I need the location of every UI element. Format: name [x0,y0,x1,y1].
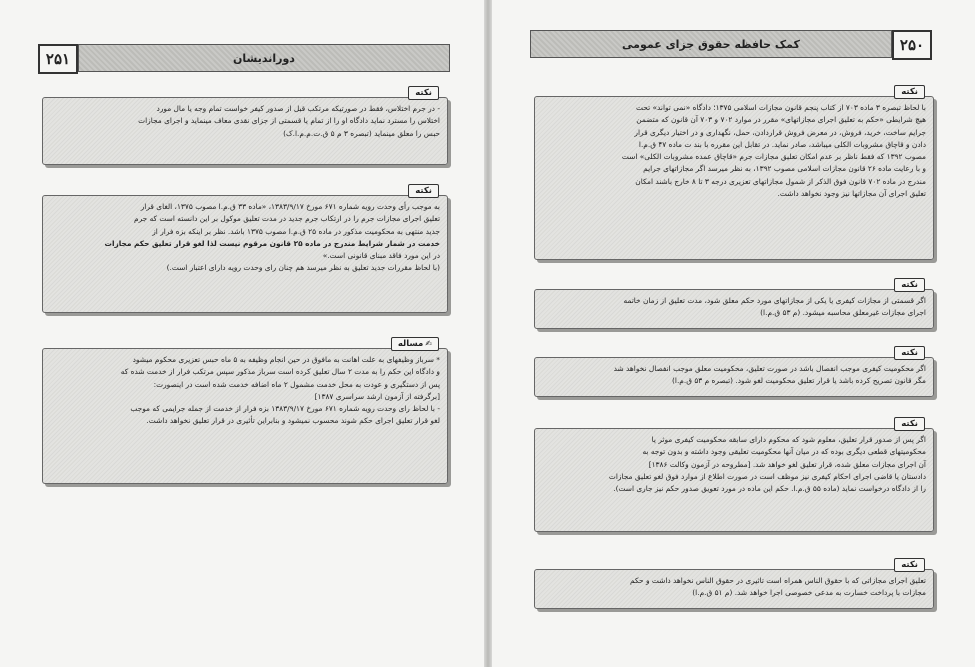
header-title: دوراندیشان [233,51,295,65]
text-line: آن اجرای مجازات معلق شده، قرار تعلیق لغو خواهد شد. [مطروحه در آزمون وکالت ۱۳۸۶] [648,459,926,469]
book-gutter [484,0,492,667]
text-line: در این مورد فاقد مبنای قانونی است.» [322,251,440,261]
text-line: و با رعایت ماده ۲۶ قانون مجازات اسلامی مصوب ۱۳۹۲، به نظر میرسد اگر مجازاتهای جرایم [643,164,926,174]
text-line: اگر پس از صدور قرار تعلیق، معلوم شود که محکوم دارای سابقه محکومیت کیفری موثر یا [651,435,926,444]
text-line: با لحاظ تبصره ۳ ماده ۷۰۳ از کتاب پنجم قانون مجازات اسلامی ۱۳۷۵؛ دادگاه «نمی تواند» تحت [636,103,926,112]
note-box [534,280,934,329]
left-page [0,0,484,667]
text-line: مندرج در ماده ۷۰۲ قانون فوق الذکر از شمول مجازاتهای تعزیری درجه ۳ تا ۸ خارج باشند امکان [635,176,926,186]
page-number: ۲۵۰ [892,30,932,60]
text-line: مصوب ۱۳۹۲ که فقط ناظر بر عدم امکان تعلیق مجازات جرم «قاچاق عمده مشروبات الکلی» است [621,152,926,162]
text-line: خدمت در شمار شرایط مندرج در ماده ۲۵ قانون مرقوم نیست لذا لغو قرار تعلیق حکم مجازات [104,238,440,248]
text-line: دادن و قاچاق مشروبات الکلی میباشد، صادر نماید. در تقابل این مقرره با بند ت ماده ۴۷ ق.م.ا [638,139,926,149]
note-tag: نکته [894,417,925,431]
text-line: تعلیق اجرای مجازاتی که با حقوق الناس همراه است تاثیری در حقوق الناس نخواهد داشت و حکم [630,576,926,585]
text-line: - با لحاظ رای وحدت رویه شماره ۶۷۱ مورخ ۱۳۸۳/۹/۱۷ بزه فرار از خدمت از جمله جرایمی که موجب [130,404,440,414]
text-line: را از دادگاه درخواست نماید (ماده ۵۵ ق.م.ا. حکم این ماده در مورد تعویق صدور حکم نیز جاری است). [613,484,926,494]
note-box [534,560,934,609]
problem-tag: ✍مساله [391,337,439,351]
text-line: (با لحاظ مقررات جدید تعلیق به نظر میرسد هم چنان رای وحدت رویه دارای اعتبار است.) [166,263,440,273]
text-line: - در جرم اختلاس، فقط در صورتیکه مرتکب قبل از صدور کیفر خواست تمام وجه یا مال مورد [156,104,440,113]
header-title: کمک حافظه حقوق جزای عمومی [622,37,800,51]
text-line: پس از دستگیری و عودت به محل خدمت مشمول ۲ ماه اضافه خدمت شده است در اینصورت: [153,379,440,389]
text-line: جرایم ساخت، خرید، فروش، در معرض فروش قراردادن، حمل، نگهداری و در اختیار دیگری قرار [634,127,926,137]
page-header [78,44,450,72]
text-line: محکومیتهای قطعی دیگری بوده که در میان آنها محکومیت تعلیقی وجود داشته و بدون توجه به [642,447,926,457]
text-line: اختلاس را مسترد نماید دادگاه او را از تمام یا قسمتی از جزای نقدی معاف مینماید و اجرای مجازات [138,116,440,126]
note-tag: نکته [894,558,925,572]
note-tag: نکته [894,346,925,360]
note-tag: نکته [408,86,439,100]
text-line: هیچ شرایطی «حکم به تعلیق اجرای مجازاتهای» مقرر در موارد ۷۰۲ و ۷۰۳ آن قانون که متضمن [636,115,926,125]
page-header [530,30,892,58]
text-line: حبس را معلق مینماید (تبصره ۳ م ۵ ق.ت.م.م.ا.ک) [283,128,440,138]
pencil-icon: ✍ [425,339,432,348]
text-line: لغو قرار تعلیق اجرای حکم شوند محسوب نمیشود و بنابراین تأثیری در قرار تعلیق نخواهد داشت. [146,416,440,426]
text-line: به موجب رأی وحدت رویه شماره ۶۷۱ مورخ ۱۳۸۳/۹/۱۷، «ماده ۳۳ ق.م.ا مصوب ۱۳۷۵، الغای قرار [140,202,440,211]
note-box [42,186,448,313]
text-line: جدید منتهی به محکومیت مذکور در ماده ۲۵ ق.م.ا مصوب ۱۳۷۵ باشد. نظر بر اینکه بزه فرار از [152,226,440,236]
note-tag: نکته [894,278,925,292]
text-line: اگر قسمتی از مجازات کیفری یا یکی از مجازاتهای مورد حکم معلق شود، مدت تعلیق از زمان خاتمه [623,296,926,305]
problem-box [42,339,448,484]
text-line: و دادگاه این حکم را به مدت ۲ سال تعلیق کرده است سرباز مذکور سپس مرتکب فرار از خدمت شده که [120,367,440,377]
text-line: مگر قانون تصریح کرده باشد یا قرار تعلیق محکومیت لغو شود. (تبصره م ۵۳ ق.م.ا) [672,376,926,386]
note-box [534,419,934,532]
text-line: تعلیق اجرای آن مجازاتها نیز وجود نخواهد داشت. [777,189,926,199]
note-box [42,88,448,165]
note-box [534,87,934,260]
text-line: مجازات با پرداخت خسارت به مدعی خصوصی اجرا خواهد شد. (م ۵۱ ق.م.ا) [692,588,926,598]
text-line: [برگرفته از آزمون ارشد سراسری ۱۳۸۷] [314,391,440,401]
note-box [534,348,934,397]
text-line: تعلیق اجرای مجازات جرم را در ارتکاب جرم جدید در مدت تعلیق موکول بر این دانسته است که جرم [134,214,440,224]
text-line: دادستان یا قاضی اجرای احکام کیفری نیز موظف است در صورت اطلاع از موارد فوق لغو تعلیق مجازات [608,471,926,481]
note-tag: نکته [408,184,439,198]
page-number: ۲۵۱ [38,44,78,74]
text-line: اگر محکومیت کیفری موجب انفصال باشد در صورت تعلیق، محکومیت معلق موجب انفصال نخواهد شد [613,364,926,373]
note-tag: نکته [894,85,925,99]
text-line: * سرباز وظیفهای به علت اهانت به مافوق در حین انجام وظیفه به ۵ ماه حبس تعزیری محکوم میشود [132,355,440,364]
right-page [492,0,975,667]
text-line: اجرای مجازات غیرمعلق محاسبه میشود. (م ۵۳ ق.م.ا) [760,308,926,318]
